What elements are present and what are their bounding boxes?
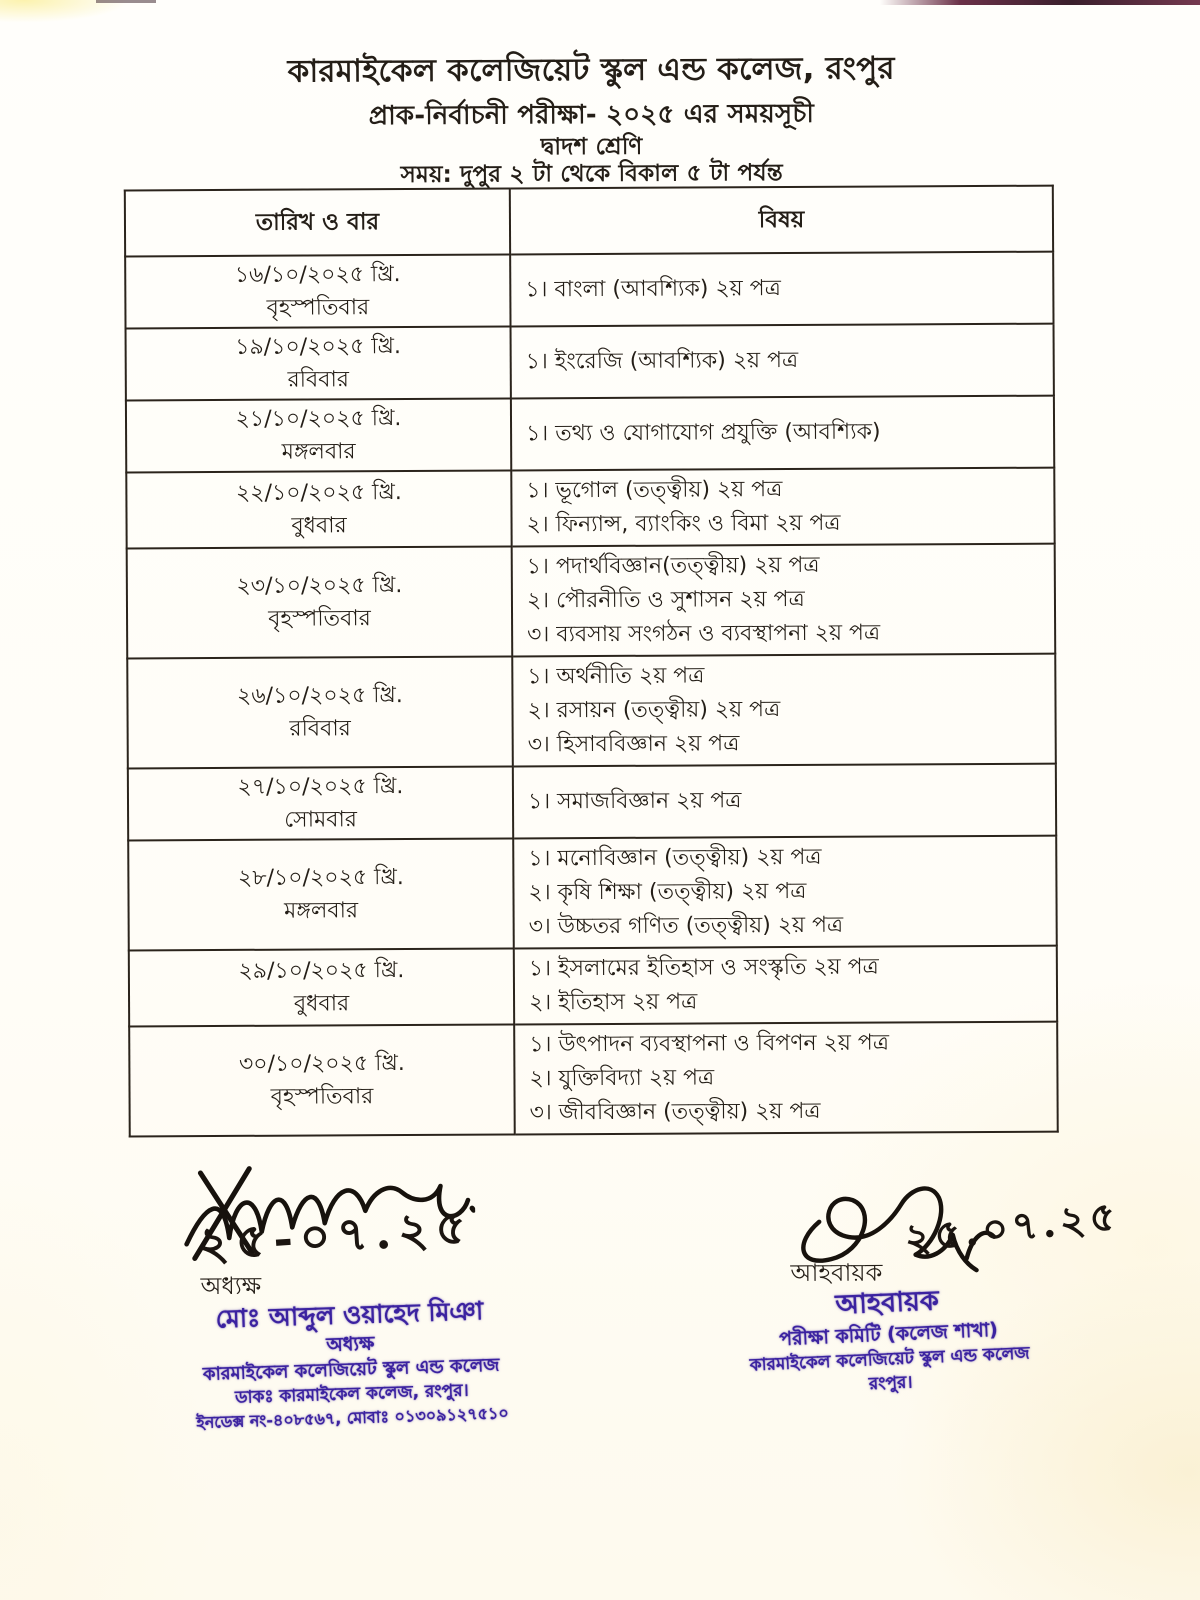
day-text: বৃহস্পতিবার (268, 606, 371, 632)
convener-stamp (717, 1279, 1061, 1403)
day-text: বৃহস্পতিবার (266, 295, 370, 321)
subjects-cell (512, 654, 1056, 767)
table-row (127, 654, 1056, 769)
subject-line: ১। ইসলামের ইতিহাস ও সংস্কৃতি ২য় পত্র (528, 954, 879, 982)
date-text: ২৮/১০/২০২৫ খ্রি. (237, 865, 404, 891)
convener-designation-label: আহবায়ক (790, 1258, 883, 1288)
column-header-subject: বিষয় (510, 186, 1053, 255)
day-text: সোমবার (284, 807, 358, 833)
day-text: বুধবার (291, 513, 347, 539)
principal-stamp (159, 1293, 543, 1435)
date-day-cell (126, 470, 511, 548)
date-day-cell (129, 948, 514, 1026)
subject-line: ১। বাংলা (আবশ্যিক) ২য় পত্র (525, 276, 781, 303)
schedule-table (124, 185, 1059, 1138)
subject-line: ১। অর্থনীতি ২য় পত্র (527, 663, 705, 690)
principal-designation-label: অধ্যক্ষ (200, 1271, 262, 1301)
table-row (127, 544, 1056, 659)
subject-line: ২। পৌরনীতি ও সুশাসন ২য় পত্র (526, 586, 805, 614)
subjects-cell (512, 544, 1056, 657)
subject-line: ১। পদার্থবিজ্ঞান(তত্ত্বীয়) ২য় পত্র (526, 552, 820, 580)
date-text: ১৬/১০/২০২৫ খ্রি. (234, 262, 401, 288)
stamp-line: আহবায়ক (834, 1285, 940, 1321)
subject-line: ১। সমাজবিজ্ঞান ২য় পত্র (527, 788, 742, 815)
subject-line: ২। ফিন্যান্স, ব্যাংকিং ও বিমা ২য় পত্র (526, 510, 841, 538)
table-row (126, 324, 1054, 401)
subjects-cell (510, 252, 1053, 327)
exam-time-line: সময়: দুপুর ২ টা থেকে বিকাল ৫ টা পর্যন্ত (400, 160, 783, 189)
school-name: কারমাইকেল কলেজিয়েট স্কুল এন্ড কলেজ, রংপুর (287, 50, 895, 90)
table-header-row (125, 186, 1053, 257)
date-day-cell (126, 398, 511, 472)
subjects-cell (513, 764, 1056, 839)
stamp-line: পরীক্ষা কমিটি (কলেজ শাখা) (778, 1318, 999, 1351)
date-text: ২৯/১০/২০২৫ খ্রি. (238, 958, 405, 984)
date-text: ২২/১০/২০২৫ খ্রি. (235, 480, 402, 506)
table-row (128, 764, 1056, 841)
subject-line: ২। কৃষি শিক্ষা (তত্ত্বীয়) ২য় পত্র (528, 878, 807, 906)
day-text: মঙ্গলবার (284, 898, 359, 924)
date-text: ১৯/১০/২০২৫ খ্রি. (235, 334, 402, 360)
subject-line: ২। যুক্তিবিদ্যা ২য় পত্র (529, 1065, 715, 1092)
stamp-line: কারমাইকেল কলেজিয়েট স্কুল এন্ড কলেজ (749, 1343, 1030, 1376)
principal-signature-date: ২৫-০৭.২৫ (196, 1199, 475, 1273)
date-day-cell (127, 546, 513, 658)
day-text: রবিবার (287, 367, 350, 393)
subjects-cell (513, 836, 1057, 949)
subject-line: ১। তথ্য ও যোগাযোগ প্রযুক্তি (আবশ্যিক) (526, 419, 881, 447)
stamp-line: রংপুর। (868, 1372, 913, 1395)
class-name: দ্বাদশ শ্রেণি (540, 133, 643, 161)
schedule-table-body (125, 252, 1058, 1137)
subject-line: ৩। ব্যবসায় সংগঠন ও ব্যবস্থাপনা ২য় পত্র (527, 620, 881, 648)
date-text: ২৩/১০/২০২৫ খ্রি. (236, 573, 403, 599)
day-text: রবিবার (289, 716, 351, 742)
date-text: ২৭/১০/২০২৫ খ্রি. (237, 774, 404, 800)
subjects-cell (511, 468, 1054, 547)
stamp-line: ইনডেক্স নং-৪০৮৫৬৭, মোবাঃ ০১৩০৯১২৭৫১০ (196, 1403, 510, 1433)
date-text: ২৬/১০/২০২৫ খ্রি. (236, 683, 403, 709)
date-day-cell (128, 838, 514, 950)
date-text: ২১/১০/২০২৫ খ্রি. (235, 406, 402, 432)
date-day-cell (129, 1024, 515, 1136)
subject-line: ১। ভূগোল (তত্ত্বীয়) ২য় পত্র (526, 477, 783, 504)
day-text: বৃহস্পতিবার (270, 1084, 374, 1110)
table-row (126, 396, 1054, 473)
table-row (128, 836, 1057, 951)
table-row (125, 252, 1053, 329)
column-header-date-day: তারিখ ও বার (125, 188, 510, 256)
convener-signature-date: ২৫.০৭.২৫ (902, 1192, 1122, 1263)
subjects-cell (514, 1022, 1058, 1135)
subjects-cell (511, 396, 1054, 471)
subjects-cell (514, 946, 1057, 1025)
stamp-line: কারমাইকেল কলেজিয়েট স্কুল এন্ড কলেজ (202, 1354, 500, 1385)
stamp-line: অধ্যক্ষ (325, 1332, 375, 1357)
table-row (129, 946, 1057, 1027)
subject-line: ২। ইতিহাস ২য় পত্র (528, 989, 698, 1016)
date-day-cell (125, 254, 510, 328)
stamp-line: ডাকঃ কারমাইকেল কলেজ, রংপুর। (234, 1380, 469, 1408)
stamp-line: মোঃ আব্দুল ওয়াহেদ মিঞা (215, 1296, 484, 1334)
subject-line: ২। রসায়ন (তত্ত্বীয়) ২য় পত্র (527, 697, 781, 724)
table-row (129, 1022, 1058, 1137)
day-text: মঙ্গলবার (281, 439, 356, 465)
subject-line: ১। উৎপাদন ব্যবস্থাপনা ও বিপণন ২য় পত্র (529, 1030, 890, 1058)
subject-line: ১। মনোবিজ্ঞান (তত্ত্বীয়) ২য় পত্র (528, 844, 822, 872)
subjects-cell (511, 324, 1054, 399)
table-row (126, 468, 1054, 549)
subject-line: ৩। জীববিজ্ঞান (তত্ত্বীয়) ২য় পত্র (529, 1098, 821, 1126)
subject-line: ৩। উচ্চতর গণিত (তত্ত্বীয়) ২য় পত্র (528, 912, 844, 940)
subject-line: ৩। হিসাববিজ্ঞান ২য় পত্র (527, 731, 740, 758)
date-day-cell (128, 766, 513, 840)
date-day-cell (126, 326, 511, 400)
day-text: বুধবার (293, 991, 350, 1017)
date-text: ৩০/১০/২০২৫ খ্রি. (238, 1051, 405, 1077)
exam-title: প্রাক-নির্বাচনী পরীক্ষা- ২০২৫ এর সময়সূচী (368, 98, 815, 132)
date-day-cell (127, 656, 513, 768)
subject-line: ১। ইংরেজি (আবশ্যিক) ২য় পত্র (525, 347, 799, 375)
